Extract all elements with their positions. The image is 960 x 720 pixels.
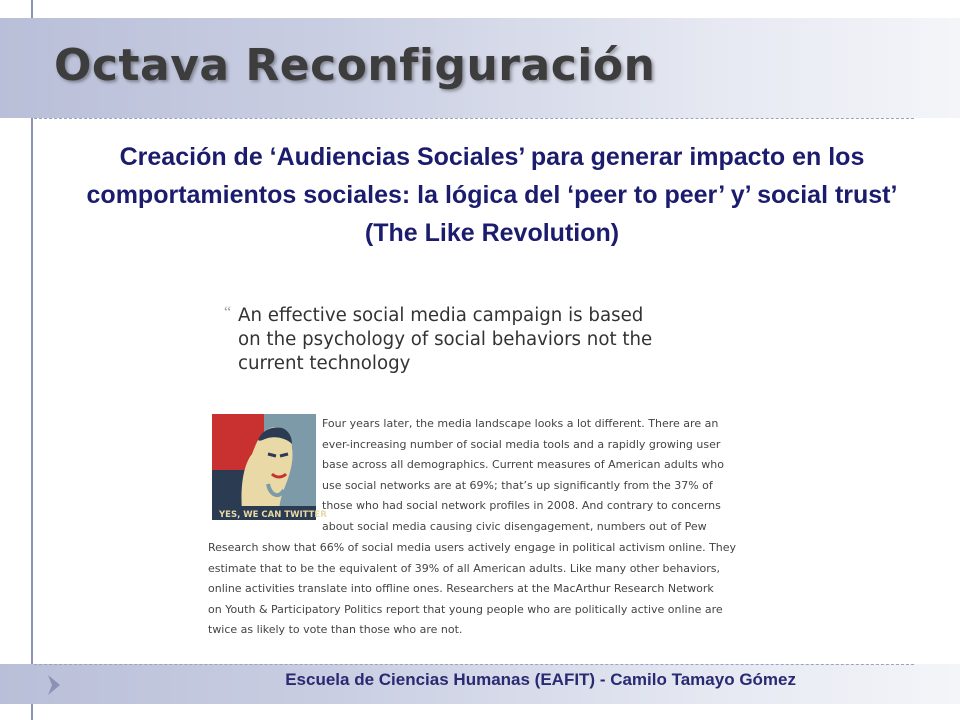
footer-credit: Escuela de Ciencias Humanas (EAFIT) - Camilo Tamayo Gómez <box>285 670 796 689</box>
article-screenshot <box>208 298 738 644</box>
title-divider <box>34 118 914 119</box>
article-line: estimate that to be the equivalent of 39% of all American adults. Like many other behaviors, <box>208 561 720 575</box>
article-line: twice as likely to vote than those who are not. <box>208 623 463 637</box>
article-line: those who had social network profiles in 2008. And contrary to concerns <box>322 499 721 513</box>
article-line: on Youth & Participatory Politics report that young people who are politically active online are <box>208 602 723 616</box>
pullquote <box>238 304 718 376</box>
pullquote-line: An effective social media campaign is based <box>238 305 644 326</box>
article-line: Four years later, the media landscape looks a lot different. There are an <box>322 417 719 430</box>
article-line: use social networks are at 69%; that’s up significantly from the 37% of <box>322 478 713 492</box>
article-line: about social media causing civic disengagement, numbers out of Pew <box>322 519 707 533</box>
pullquote-line: current technology <box>238 353 411 374</box>
article-line: online activities translate into offline ones. Researchers at the MacArthur Research Network <box>208 582 714 596</box>
article-line: base across all demographics. Current measures of American adults who <box>322 458 724 472</box>
quote-mark: “ <box>224 304 232 321</box>
pullquote-line: on the psychology of social behaviors not the <box>238 329 653 350</box>
slide-title: Octava Reconfiguración <box>54 40 656 91</box>
article-line: ever-increasing number of social media tools and a rapidly growing user <box>322 437 721 451</box>
article-line: Research show that 66% of social media users actively engage in political activism online. They <box>208 541 737 554</box>
article-body-top <box>322 414 734 538</box>
footer-divider <box>34 664 914 665</box>
poster-caption: YES, WE CAN TWITTER <box>219 510 327 520</box>
article-body-bottom <box>208 538 738 641</box>
obama-poster-image <box>212 414 327 520</box>
slide-subtitle: Creación de ‘Audiencias Sociales’ para generar impacto en los comportamientos sociales: la lógica del ‘peer to peer’ y’ social trust’ (The Like Revolution) <box>86 143 898 247</box>
